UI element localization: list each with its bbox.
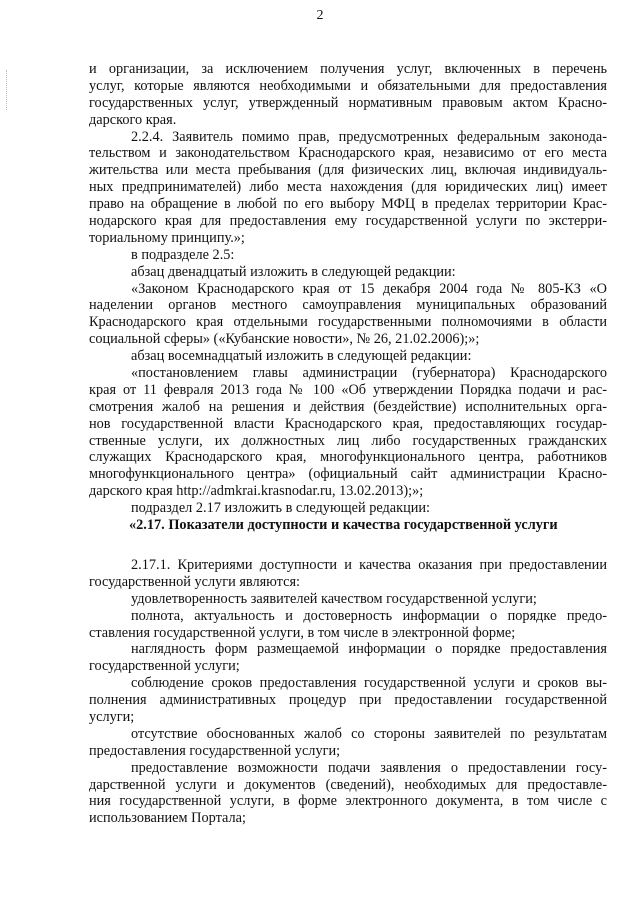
text-line: дарского края. [89, 111, 177, 128]
text-line: ставления государственной услуги, в том числе в электронной форме; [89, 624, 516, 641]
text-line: ториальному принципу.»; [89, 229, 245, 246]
text-line: предоставления государственной услуги; [89, 742, 341, 759]
text-line: 2.17.1. Критериями доступности и качества оказания при предоставлении [131, 556, 607, 573]
text-line: полнения административных процедур при предоставлении государственной [89, 692, 607, 709]
text-line: полнота, актуальность и достоверность информации о порядке предо- [131, 607, 607, 624]
text-line: ных предпринимателей) либо места нахождения (для юридических лиц) имеет [89, 179, 607, 196]
text-line: государственной услуги являются: [89, 573, 300, 590]
text-line: социальной сферы» («Кубанские новости», № 26, 21.02.2006);»; [89, 331, 480, 348]
text-line: предоставление возможности подачи заявления о предоставлении госу- [131, 759, 607, 776]
text-line: дарского края http://admkrai.krasnodar.ru, 13.02.2013);»; [89, 483, 424, 500]
text-line: многофункционального центра» (официальный сайт администрации Красно- [89, 466, 607, 483]
text-line: «постановлением главы администрации (губернатора) Краснодарского [131, 365, 607, 382]
text-line: служащих Краснодарского края, многофункционального центра, работников [89, 449, 607, 466]
text-line: государственных услуг, утвержденный нормативным правовым актом Красно- [89, 94, 607, 111]
text-line: тельством и законодательством Краснодарского края, независимо от его места [89, 145, 607, 162]
text-line: отсутствие обоснованных жалоб со стороны заявителей по результатам [131, 725, 607, 742]
page-number: 2 [316, 8, 324, 23]
text-line: услуги; [89, 708, 135, 725]
text-line: 2.2.4. Заявитель помимо прав, предусмотренных федеральным законода- [131, 128, 607, 145]
text-line: в подразделе 2.5: [131, 246, 235, 263]
text-line: удовлетворенность заявителей качеством государственной услуги; [131, 590, 537, 607]
text-line: и организации, за исключением получения услуг, включенных в перечень [89, 61, 607, 77]
text-line: соблюдение сроков предоставления государственной услуги и сроков вы- [131, 675, 607, 692]
text-line: Краснодарского края отдельными государственными полномочиями в области [89, 314, 607, 331]
text-line: жительства или места пребывания (для физических лиц, включая индивидуаль- [89, 162, 607, 179]
text-line: нодарского края для предоставления ему государственной услуги по экстерри- [89, 213, 607, 230]
text-line: ния государственной услуги, в форме электронного документа, в том числе с [89, 793, 607, 810]
text-line: ственные услуги, их должностных лиц либо государственных гражданских [89, 432, 607, 449]
text-line: края от 11 февраля 2013 года № 100 «Об утверждении Порядка подачи и рас- [89, 381, 607, 398]
text-line: дарственной услуги и документов (сведений), необходимых для предоставле- [89, 776, 607, 793]
text-line: абзац восемнадцатый изложить в следующей редакции: [131, 348, 472, 365]
document-body [89, 61, 607, 827]
text-line: нов государственной власти Краснодарского края, предоставляющих государ- [89, 415, 607, 432]
text-line: «Законом Краснодарского края от 15 декабря 2004 года № 805-КЗ «О [131, 280, 607, 297]
text-line: подраздел 2.17 изложить в следующей редакции: [131, 500, 431, 517]
scan-margin-marks [6, 70, 9, 110]
text-line: смотрения жалоб на решения и действия (бездействие) исполнительных орга- [89, 398, 607, 415]
section-heading: «2.17. Показатели доступности и качества государственной услуги [129, 517, 558, 534]
text-line: наглядность форм размещаемой информации о порядке предоставления [131, 641, 607, 658]
text-line: использованием Портала; [89, 810, 246, 827]
text-line: наделении органов местного самоуправления муниципальных образований [89, 297, 607, 314]
text-line: право на обращение в любой по его выбору МФЦ в пределах территории Крас- [89, 196, 607, 213]
text-line: государственной услуги; [89, 658, 240, 675]
text-line: услуг, которые являются необходимыми и обязательными для предоставления [89, 77, 607, 94]
text-line: абзац двенадцатый изложить в следующей редакции: [131, 263, 456, 280]
